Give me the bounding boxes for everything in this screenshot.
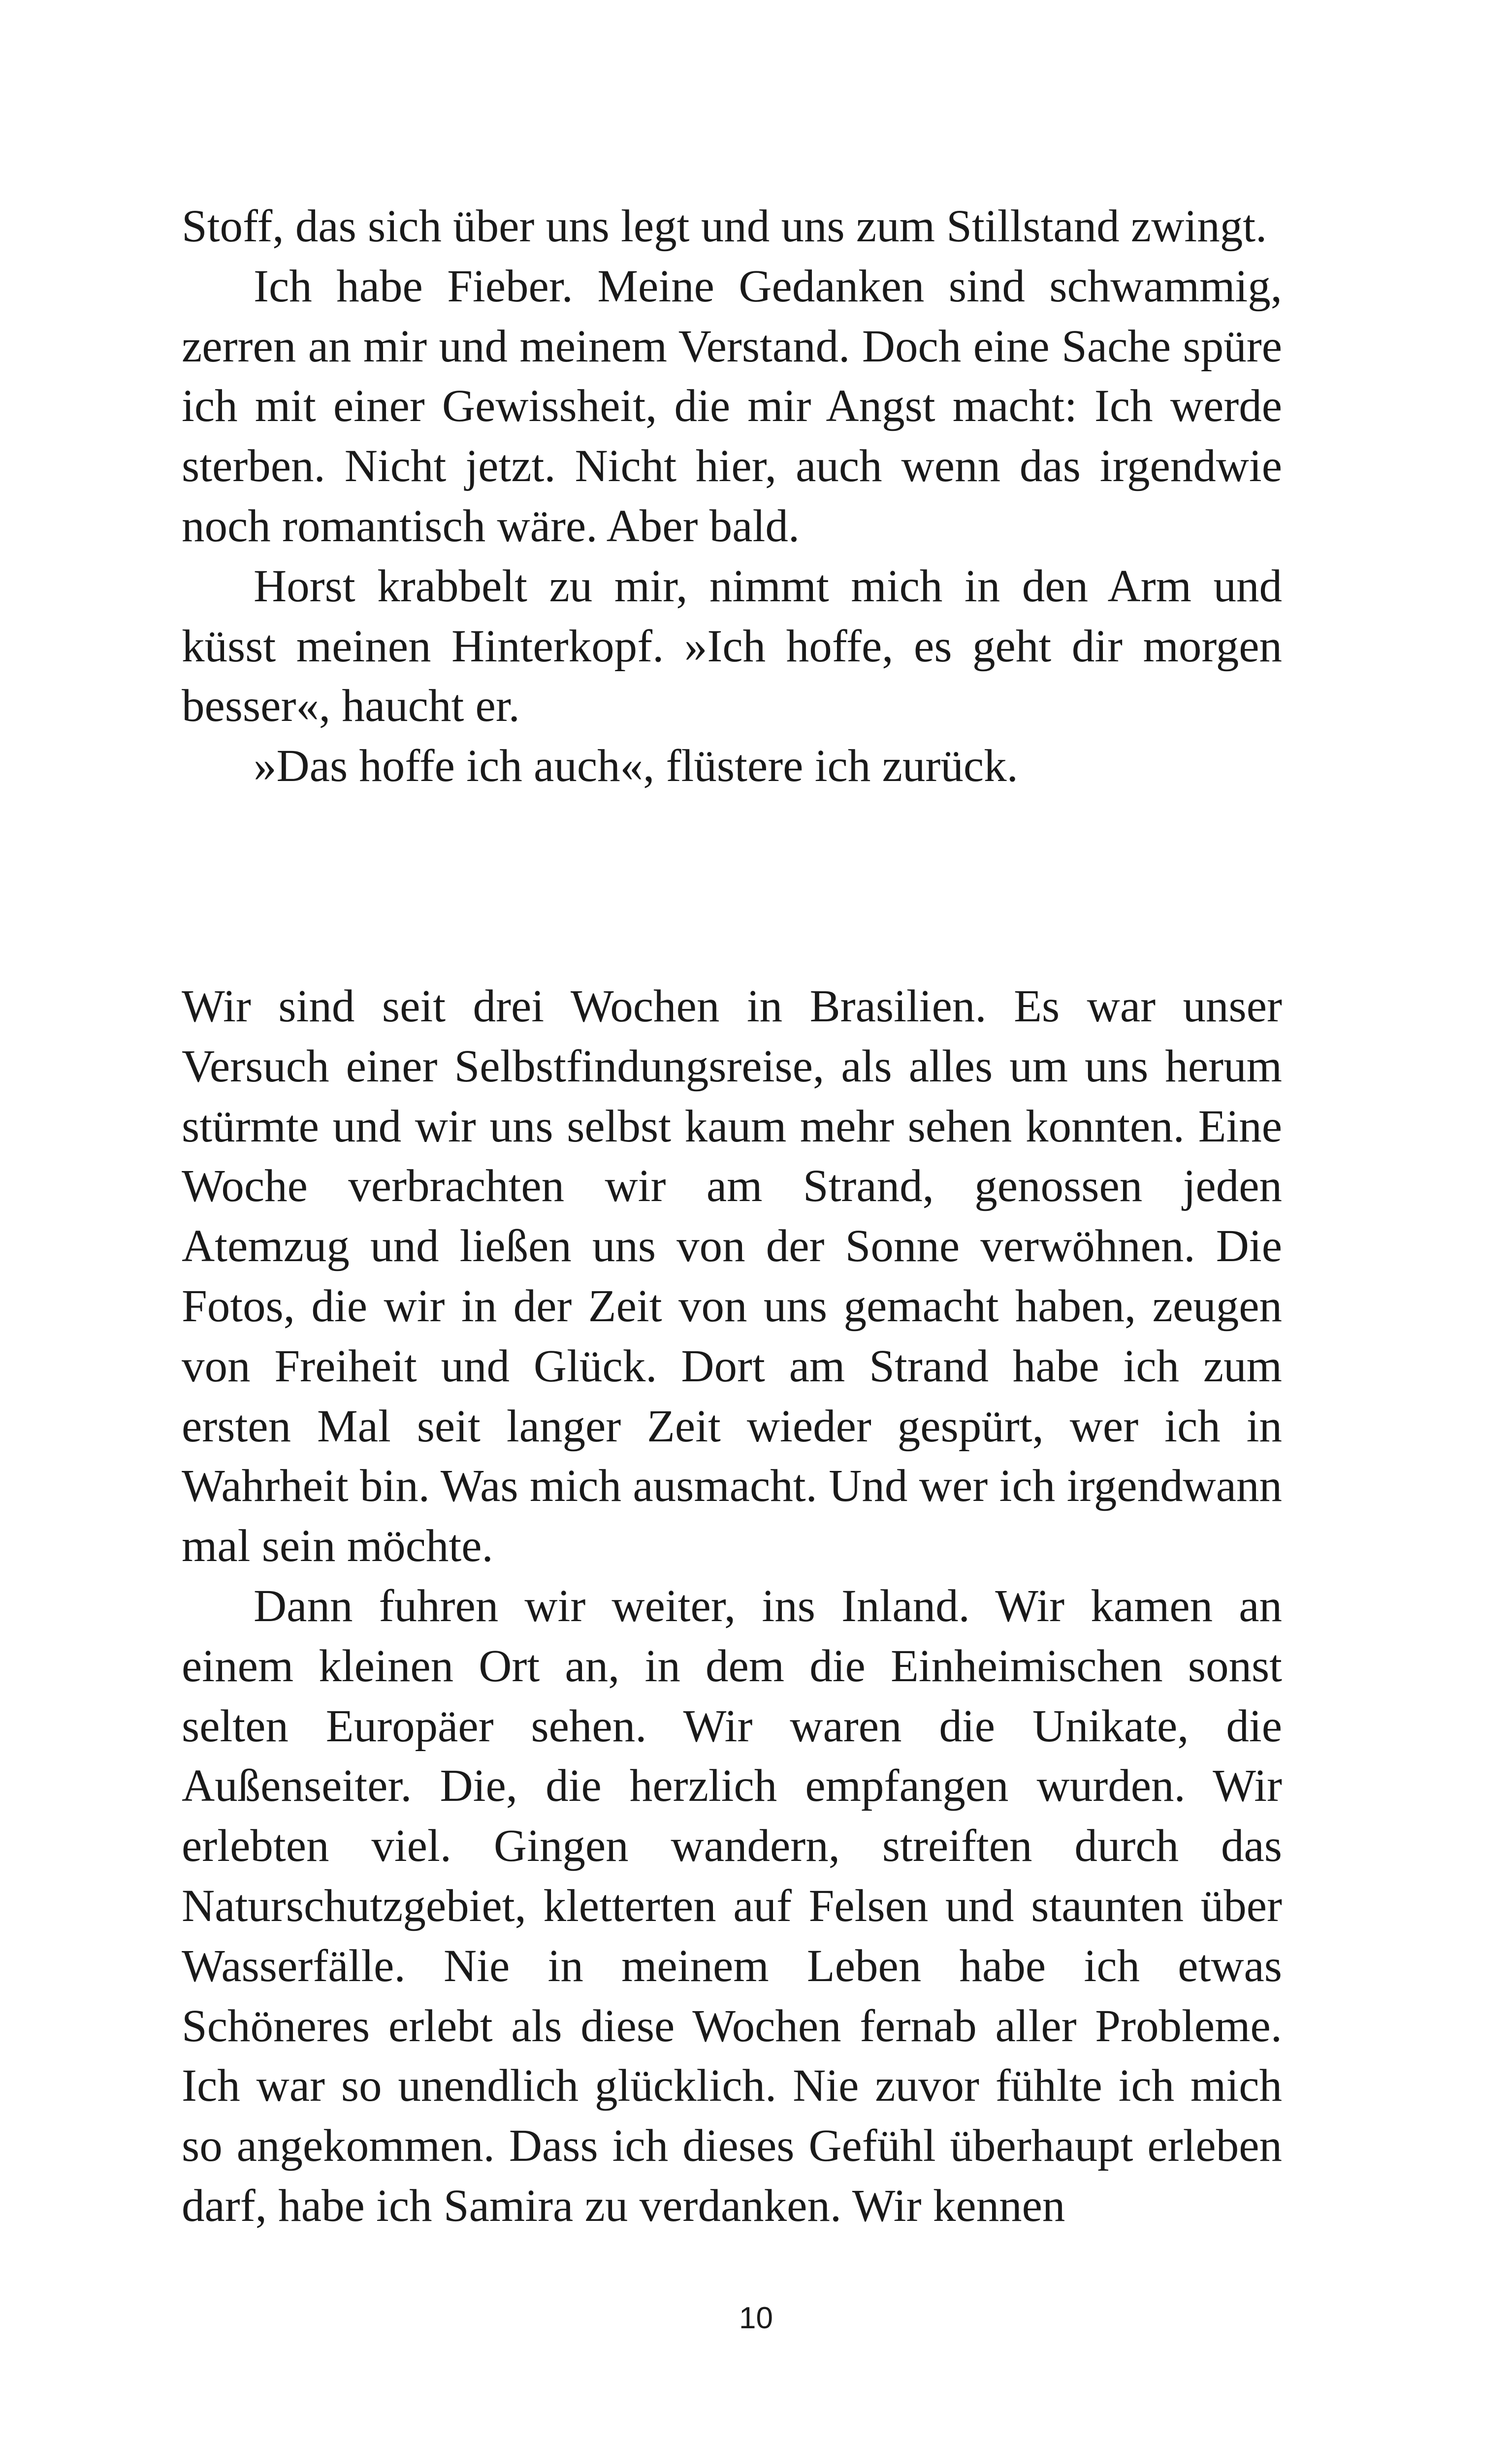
text-section-1	[182, 196, 1282, 796]
paragraph: Horst krabbelt zu mir, nimmt mich in den Arm und küsst meinen Hinterkopf. »Ich hoffe, es geht dir morgen besser«, haucht er.	[182, 560, 1282, 732]
paragraph: Ich habe Fieber. Meine Gedanken sind schwammig, zerren an mir und meinem Verstand. Doch eine Sache spüre ich mit einer Gewissheit, die mir Angst macht: Ich werde sterben. Nicht jetzt. Nicht hier, auch wenn das irgendwie noch romantisch wäre. Aber bald.	[182, 261, 1282, 552]
paragraph: Dann fuhren wir weiter, ins Inland. Wir kamen an einem kleinen Ort an, in dem die Einheimischen sonst selten Europäer sehen. Wir waren die Unikate, die Außenseiter. Die, die herzlich empfangen wurden. Wir erlebten viel. Gingen wandern, streiften durch das Naturschutzgebiet, kletterten auf Felsen und staunten über Wasserfälle. Nie in meinem Leben habe ich etwas Schöneres erlebt als diese Wochen fernab aller Probleme. Ich war so unendlich glücklich. Nie zuvor fühlte ich mich so angekommen. Dass ich dieses Gefühl überhaupt erleben darf, habe ich Samira zu verdanken. Wir kennen	[182, 1580, 1282, 2231]
section-opening-paragraph: Wir sind seit drei Wochen in Brasilien. Es war unser Versuch einer Selbstfindungsreise, als alles um uns herum stürmte und wir uns selbst kaum mehr sehen konnten. Eine Woche verbrachten wir am Strand, genossen jeden Atemzug und ließen uns von der Sonne verwöhnen. Die Fotos, die wir in der Zeit von uns gemacht haben, zeugen von Freiheit und Glück. Dort am Strand habe ich zum ersten Mal seit langer Zeit wieder gespürt, wer ich in Wahrheit bin. Was mich ausmacht. Und wer ich irgendwann mal sein möchte.	[182, 981, 1282, 1572]
paragraph-continuation: Stoff, das sich über uns legt und uns zum Stillstand zwingt.	[182, 201, 1267, 252]
page-number: 10	[739, 2301, 773, 2335]
text-section-2	[182, 977, 1282, 2236]
paragraph: »Das hoffe ich auch«, flüstere ich zurück.	[254, 741, 1018, 792]
